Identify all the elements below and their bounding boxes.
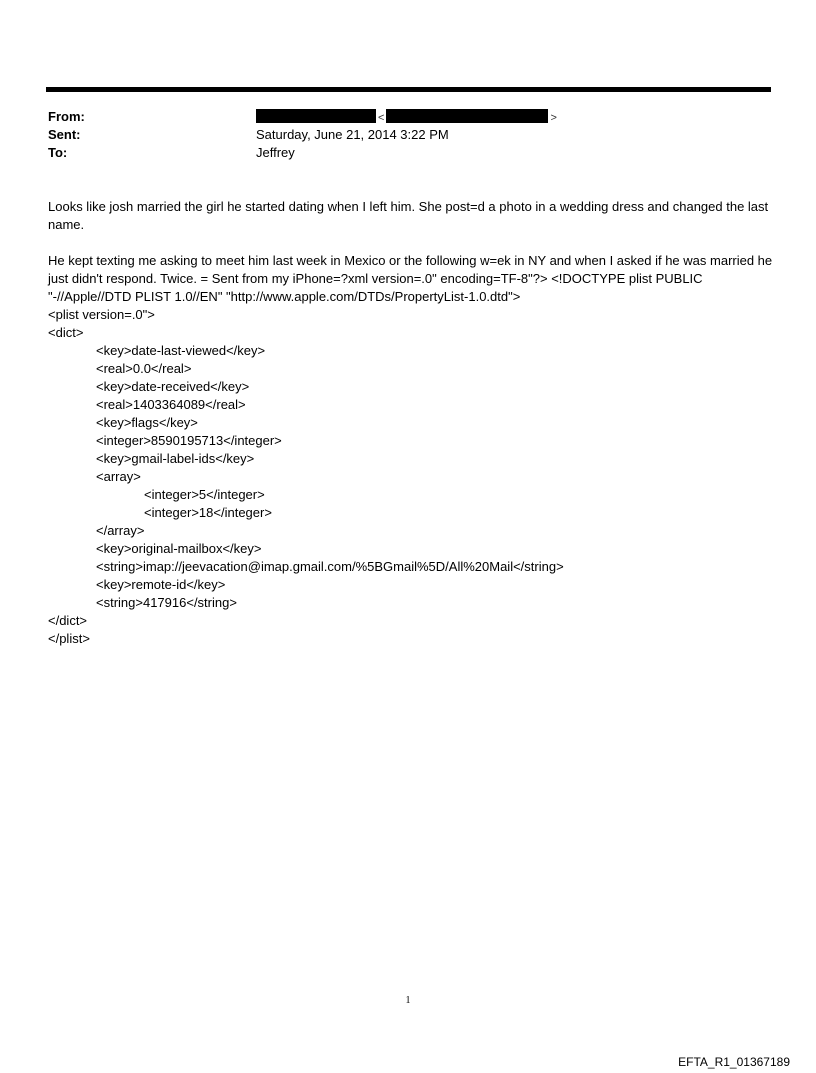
message-body (48, 198, 773, 306)
xml-line: <key>gmail-label-ids</key> (96, 451, 255, 466)
plist-xml (48, 306, 564, 648)
sent-value: Saturday, June 21, 2014 3:22 PM (256, 127, 449, 142)
from-label: From: (48, 109, 85, 124)
xml-line: <integer>8590195713</integer> (96, 433, 282, 448)
document-id: EFTA_R1_01367189 (678, 1055, 790, 1069)
from-value (256, 108, 559, 127)
xml-line: <string>imap://jeevacation@imap.gmail.com/%5BGmail%5D/All%20Mail</string> (96, 559, 564, 574)
bracket-close: > (550, 112, 557, 124)
xml-line: <integer>18</integer> (144, 505, 272, 520)
bracket-open: < (378, 112, 385, 124)
xml-line: </plist> (48, 631, 90, 646)
xml-line: </array> (96, 523, 145, 538)
page-number: 1 (405, 995, 411, 1006)
xml-line: <key>date-received</key> (96, 379, 250, 394)
xml-line: <plist version=.0"> (48, 307, 155, 322)
xml-line: <key>remote-id</key> (96, 577, 226, 592)
xml-line: </dict> (48, 613, 88, 628)
body-paragraph-1: Looks like josh married the girl he started dating when I left him. She post=d a photo in a wedding dress and changed the last name. (48, 199, 769, 232)
xml-line: <array> (96, 469, 141, 484)
redacted-sender-name (256, 109, 376, 123)
sent-label: Sent: (48, 127, 81, 142)
header-rule (46, 87, 771, 92)
xml-line: <dict> (48, 325, 84, 340)
xml-line: <key>flags</key> (96, 415, 198, 430)
xml-line: <integer>5</integer> (144, 487, 265, 502)
to-label: To: (48, 145, 68, 160)
xml-line: <string>417916</string> (96, 595, 237, 610)
xml-line: <key>date-last-viewed</key> (96, 343, 266, 358)
xml-line: <key>original-mailbox</key> (96, 541, 262, 556)
xml-line: <real>1403364089</real> (96, 397, 246, 412)
to-value: Jeffrey (256, 145, 295, 160)
redacted-sender-email (386, 109, 548, 123)
xml-line: <real>0.0</real> (96, 361, 192, 376)
body-paragraph-2: He kept texting me asking to meet him last week in Mexico or the following w=ek in NY and when I asked if he was married he just didn't respond. Twice. = Sent from my iPhone=?xml version=.0" encoding=TF-8"?> <!DOCTYPE plist PUBLIC "-//Apple//DTD PLIST 1.0//EN" "http://www.apple.com/DTDs/PropertyList-1.0.dtd"> (48, 253, 773, 304)
